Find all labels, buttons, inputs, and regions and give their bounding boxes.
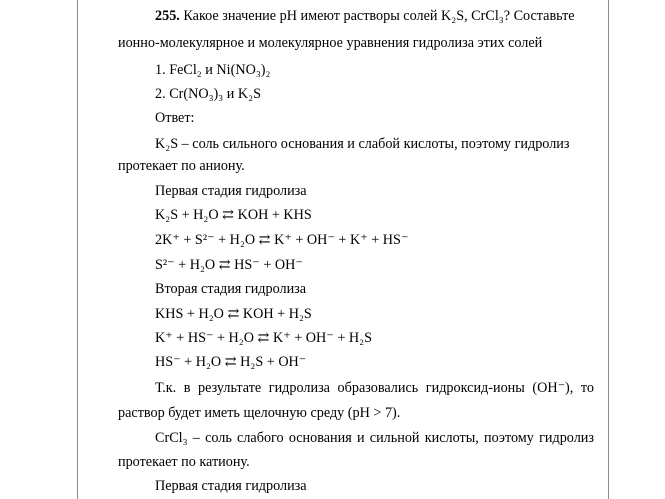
question-line-2: ионно-молекулярное и молекулярное уравнения гидролиза этих солей [118, 35, 543, 51]
k2s-intro-line-2: протекает по аниону. [118, 158, 245, 174]
stage2-equation-2: K⁺ + HS⁻ + H₂O ⇄ K⁺ + OH⁻ + H₂S [155, 330, 372, 346]
stage1-equation-3: S²⁻ + H₂O ⇄ HS⁻ + OH⁻ [155, 257, 303, 273]
option-1: 1. FeCl₂ и Ni(NO₃)₂ [155, 62, 271, 78]
question-line-1 [155, 7, 575, 25]
option-2: 2. Cr(NO₃)₃ и K₂S [155, 86, 261, 102]
conclusion-line-2: раствор будет иметь щелочную среду (pH > 7). [118, 405, 401, 421]
crcl3-intro-line-1: CrCl₃ – соль слабого основания и сильной кислоты, поэтому гидролиз [155, 430, 594, 446]
stage2-heading: Вторая стадия гидролиза [155, 281, 307, 297]
stage1-heading: Первая стадия гидролиза [155, 183, 307, 199]
stage1-equation-2: 2K⁺ + S²⁻ + H₂O ⇄ K⁺ + OH⁻ + K⁺ + HS⁻ [155, 232, 409, 248]
problem-number: 255. [155, 8, 180, 24]
crcl3-stage1-heading: Первая стадия гидролиза [155, 478, 307, 494]
page-margin-left-rule [77, 0, 78, 499]
crcl3-intro-line-2: протекает по катиону. [118, 454, 250, 470]
page-margin-right-rule [608, 0, 609, 499]
conclusion-line-1: Т.к. в результате гидролиза образовались гидроксид-ионы (OH⁻), то [155, 380, 594, 396]
answer-label: Ответ: [155, 110, 195, 126]
stage2-equation-1: KHS + H₂O ⇄ KOH + H₂S [155, 306, 312, 322]
k2s-intro-line-1: K₂S – соль сильного основания и слабой кислоты, поэтому гидролиз [155, 136, 570, 152]
stage1-equation-1: K₂S + H₂O ⇄ KOH + KHS [155, 207, 312, 223]
question-text-1: Какое значение pH имеют растворы солей K₂S, CrCl₃? Составьте [183, 8, 575, 24]
stage2-equation-3: HS⁻ + H₂O ⇄ H₂S + OH⁻ [155, 354, 307, 370]
